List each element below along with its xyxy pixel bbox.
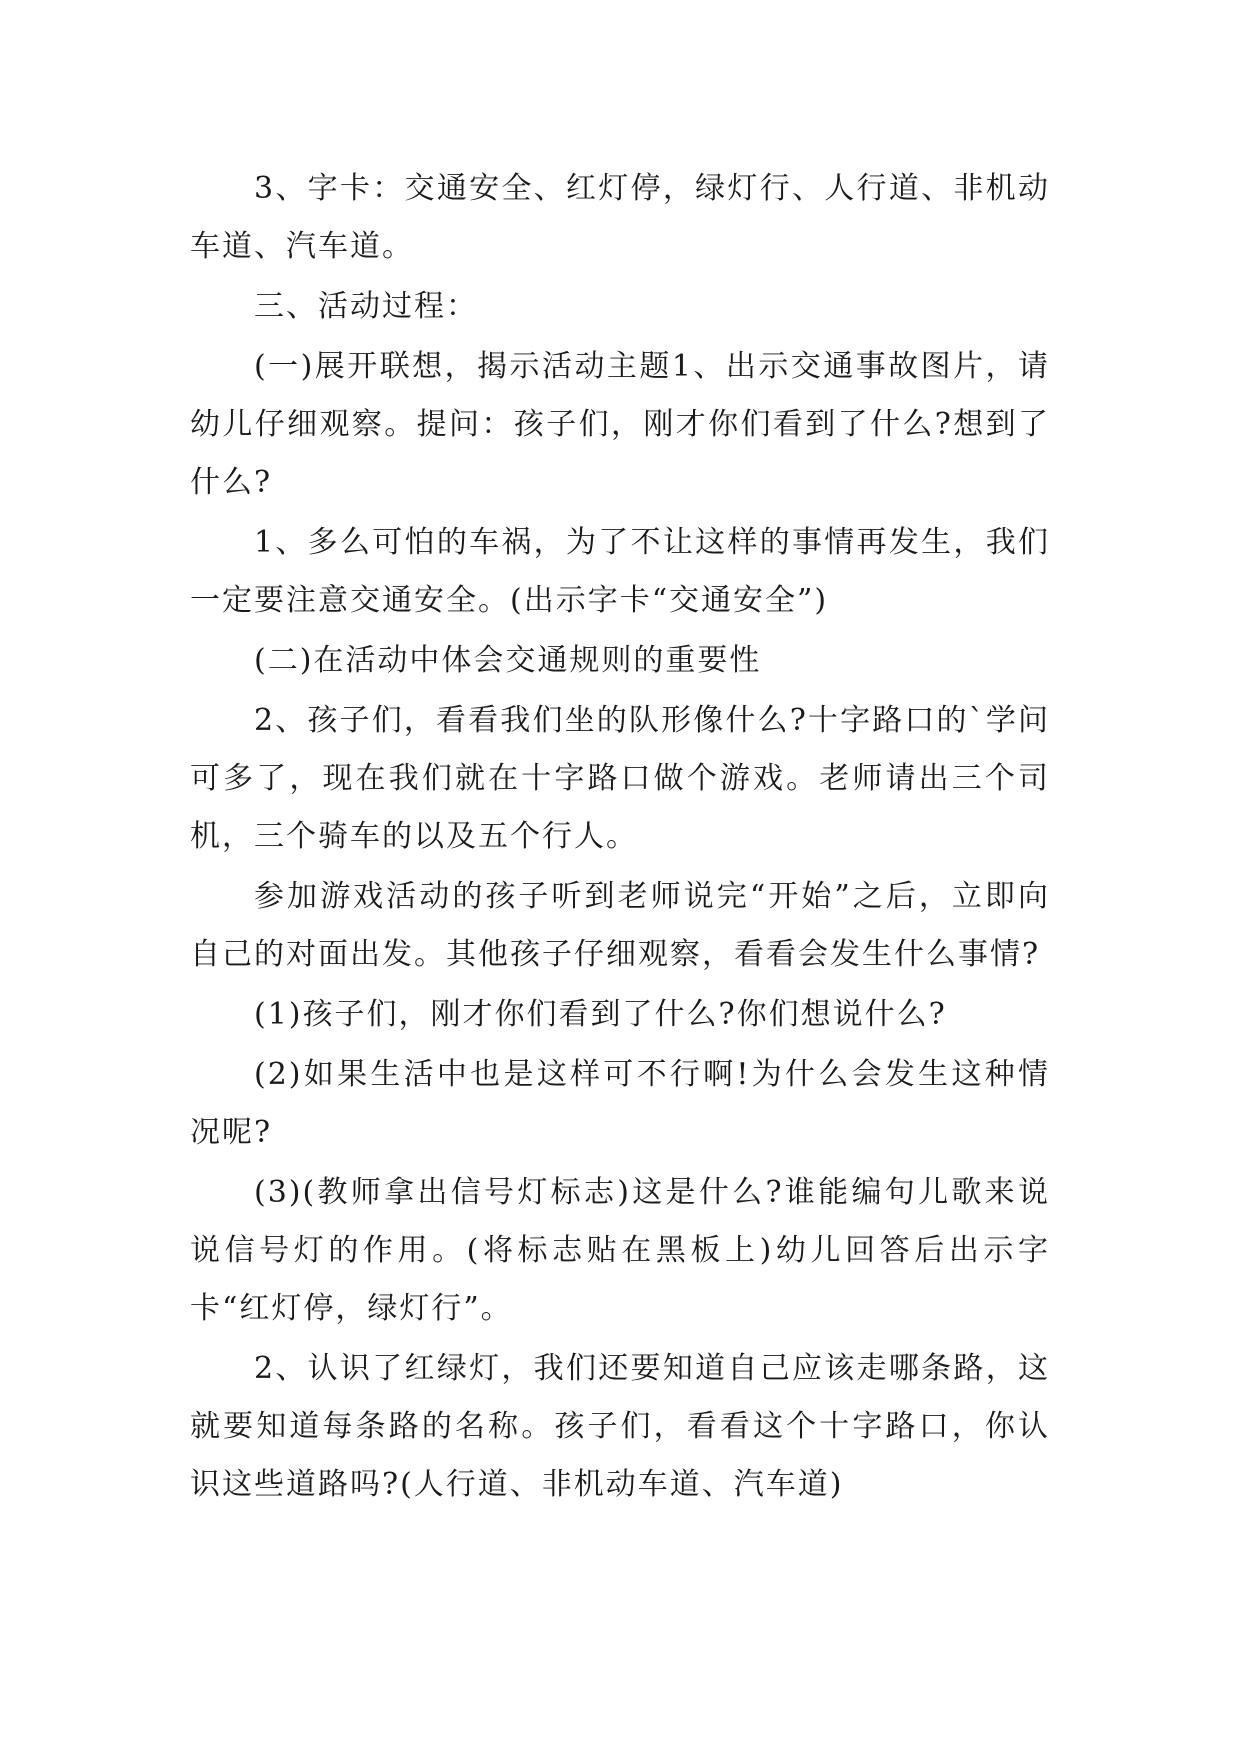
paragraph-game-instructions: 参加游戏活动的孩子听到老师说完“开始”之后，立即向自己的对面出发。其他孩子仔细观察，看看会发生什么事情? (190, 879, 1050, 972)
paragraph-question-2: (2)如果生活中也是这样可不行啊!为什么会发生这种情况呢? (190, 1057, 1050, 1150)
paragraph-question-1: (1)孩子们，刚才你们看到了什么?你们想说什么? (254, 997, 947, 1032)
paragraph-activity-process-heading: 三、活动过程： (254, 289, 478, 324)
paragraph-road-names: 2、认识了红绿灯，我们还要知道自己应该走哪条路，这就要知道每条路的名称。孩子们，看看这个十字路口，你认识这些道路吗?(人行道、非机动车道、汽车道) (190, 1351, 1050, 1502)
paragraph-word-cards: 3、字卡：交通安全、红灯停，绿灯行、人行道、非机动车道、汽车道。 (190, 171, 1050, 264)
paragraph-section-two-heading: (二)在活动中体会交通规则的重要性 (254, 643, 762, 678)
paragraph-crossroad-game: 2、孩子们，看看我们坐的队形像什么?十字路口的`学问可多了，现在我们就在十字路口做个游戏。老师请出三个司机，三个骑车的以及五个行人。 (190, 703, 1050, 854)
paragraph-accident-discussion: 1、多么可怕的车祸，为了不让这样的事情再发生，我们一定要注意交通安全。(出示字卡“交通安全”) (190, 525, 1050, 618)
document-body (190, 160, 1050, 1516)
paragraph-section-one: (一)展开联想，揭示活动主题1、出示交通事故图片，请幼儿仔细观察。提问：孩子们，刚才你们看到了什么?想到了什么? (190, 349, 1050, 500)
paragraph-question-3: (3)(教师拿出信号灯标志)这是什么?谁能编句儿歌来说说信号灯的作用。(将标志贴在黑板上)幼儿回答后出示字卡“红灯停，绿灯行”。 (190, 1175, 1050, 1326)
